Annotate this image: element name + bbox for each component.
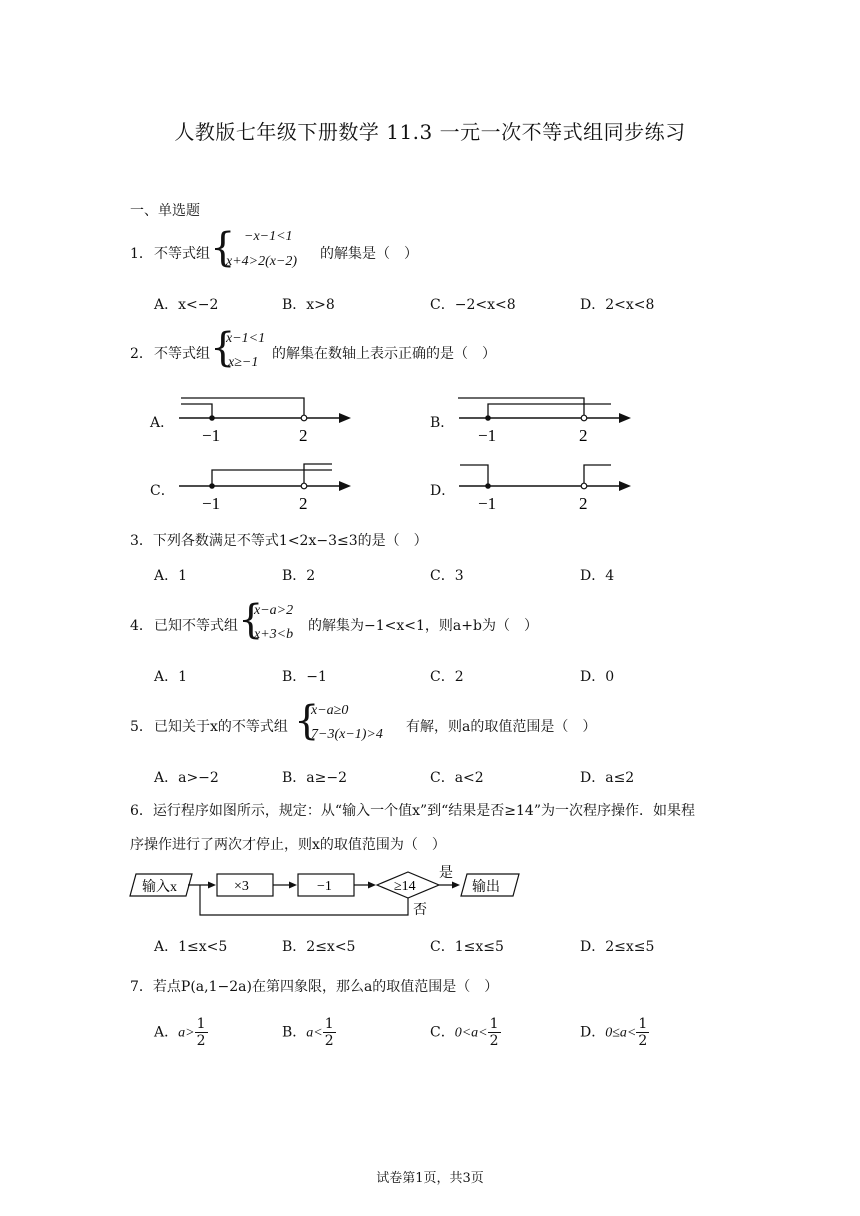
q1-option-d: D．2<x<8 xyxy=(580,297,655,313)
svg-text:2: 2 xyxy=(299,426,308,445)
q3-option-c: C．3 xyxy=(430,568,464,584)
q1-tail: 的解集是（ ） xyxy=(320,246,418,262)
flow-output-text: 输出 xyxy=(472,880,500,895)
q3-option-d: D．4 xyxy=(580,568,615,584)
page-title: 人教版七年级下册数学 11.3 一元一次不等式组同步练习 xyxy=(174,120,686,144)
flow-no-label: 否 xyxy=(413,903,427,918)
q2-brace: { xyxy=(210,325,236,371)
q5-brace: { xyxy=(294,698,320,744)
q2-tail: 的解集在数轴上表示正确的是（ ） xyxy=(272,346,496,362)
svg-text:−1: −1 xyxy=(202,426,221,445)
q2-numberline-b xyxy=(455,388,635,448)
q6-stem-line-2: 序操作进行了两次才停止，则x的取值范围为（ ） xyxy=(130,837,446,853)
q5-ineq-1: x−a≥0 xyxy=(311,703,349,718)
q4-ineq-1: x−a>2 xyxy=(254,603,294,618)
q1-brace: { xyxy=(210,225,236,271)
q7-option-c: C．0<a< $\frac{1}{2}$ xyxy=(430,1016,499,1049)
q2-ineq-2: x≥−1 xyxy=(228,355,259,370)
q7-option-a: A．a> $\frac{1}{2}$ xyxy=(154,1016,206,1049)
q2-numberline-c xyxy=(175,456,355,516)
q2-stem: 不等式组 xyxy=(154,346,210,362)
q5-option-b: B．a≥−2 xyxy=(282,770,348,786)
q2-numberline-a xyxy=(175,388,355,448)
q5-option-d: D．a≤2 xyxy=(580,770,635,786)
q4-option-a: A．1 xyxy=(154,669,188,685)
svg-text:2: 2 xyxy=(299,494,308,513)
q2-label-d: D． xyxy=(430,483,456,499)
q6-stem-line-1: 6．运行程序如图所示，规定：从“输入一个值x”到“结果是否≥14”为一次程序操作．如果程 xyxy=(130,803,695,819)
q2-label-a: A． xyxy=(150,415,175,431)
q4-brace: { xyxy=(238,597,264,643)
q4-option-c: C．2 xyxy=(430,669,464,685)
q6-option-b: B．2≤x<5 xyxy=(282,939,356,955)
q3-stem: 3．下列各数满足不等式1<2x−3≤3的是（ ） xyxy=(130,533,428,549)
flow-yes-label: 是 xyxy=(439,866,453,881)
q5-ineq-2: 7−3(x−1)>4 xyxy=(311,727,383,742)
q2-numberline-d xyxy=(455,456,635,516)
q7-option-d: D．0≤a< $\frac{1}{2}$ xyxy=(580,1016,648,1049)
svg-text:2: 2 xyxy=(579,426,588,445)
q4-option-d: D．0 xyxy=(580,669,615,685)
svg-text:−1: −1 xyxy=(478,494,497,513)
svg-text:−1: −1 xyxy=(202,494,221,513)
q3-option-b: B．2 xyxy=(282,568,316,584)
q2-label-c: C． xyxy=(150,483,175,499)
flow-subtract-text: −1 xyxy=(317,879,332,894)
section-heading: 一、单选题 xyxy=(130,203,200,219)
q3-option-a: A．1 xyxy=(154,568,188,584)
q4-option-b: B．−1 xyxy=(282,669,327,685)
q7-option-b: B．a< $\frac{1}{2}$ xyxy=(282,1016,334,1049)
q1-option-a: A．x<−2 xyxy=(154,297,219,313)
q2-label-b: B． xyxy=(430,415,455,431)
q5-option-c: C．a<2 xyxy=(430,770,484,786)
q1-option-b: B．x>8 xyxy=(282,297,335,313)
svg-text:−1: −1 xyxy=(478,426,497,445)
q6-flowchart xyxy=(128,862,528,924)
flow-condition-text: ≥14 xyxy=(394,879,416,894)
page-footer: 试卷第1页，共3页 xyxy=(376,1171,484,1186)
q2-number: 2． xyxy=(130,346,153,362)
q1-stem: 不等式组 xyxy=(154,246,210,262)
flow-input-text: 输入x xyxy=(142,880,177,895)
q1-number: 1． xyxy=(130,246,153,262)
svg-text:2: 2 xyxy=(579,494,588,513)
q1-ineq-1: −x−1<1 xyxy=(244,229,293,244)
q4-ineq-2: x+3<b xyxy=(254,627,294,642)
q5-stem: 已知关于x的不等式组 xyxy=(154,719,288,735)
flow-multiply-text: ×3 xyxy=(234,879,249,894)
q4-number: 4． xyxy=(130,618,153,634)
q4-tail: 的解集为−1<x<1，则a+b为（ ） xyxy=(308,618,538,634)
q6-option-c: C．1≤x≤5 xyxy=(430,939,504,955)
q5-tail: 有解，则a的取值范围是（ ） xyxy=(406,719,597,735)
q1-option-c: C．−2<x<8 xyxy=(430,297,516,313)
q5-option-a: A．a>−2 xyxy=(154,770,219,786)
q5-number: 5． xyxy=(130,719,153,735)
q6-option-a: A．1≤x<5 xyxy=(154,939,228,955)
q2-ineq-1: x−1<1 xyxy=(226,331,266,346)
q6-option-d: D．2≤x≤5 xyxy=(580,939,655,955)
q1-ineq-2: x+4>2(x−2) xyxy=(226,254,298,269)
q7-stem: 7．若点P(a,1−2a)在第四象限，那么a的取值范围是（ ） xyxy=(130,979,499,995)
q4-stem: 已知不等式组 xyxy=(154,618,238,634)
